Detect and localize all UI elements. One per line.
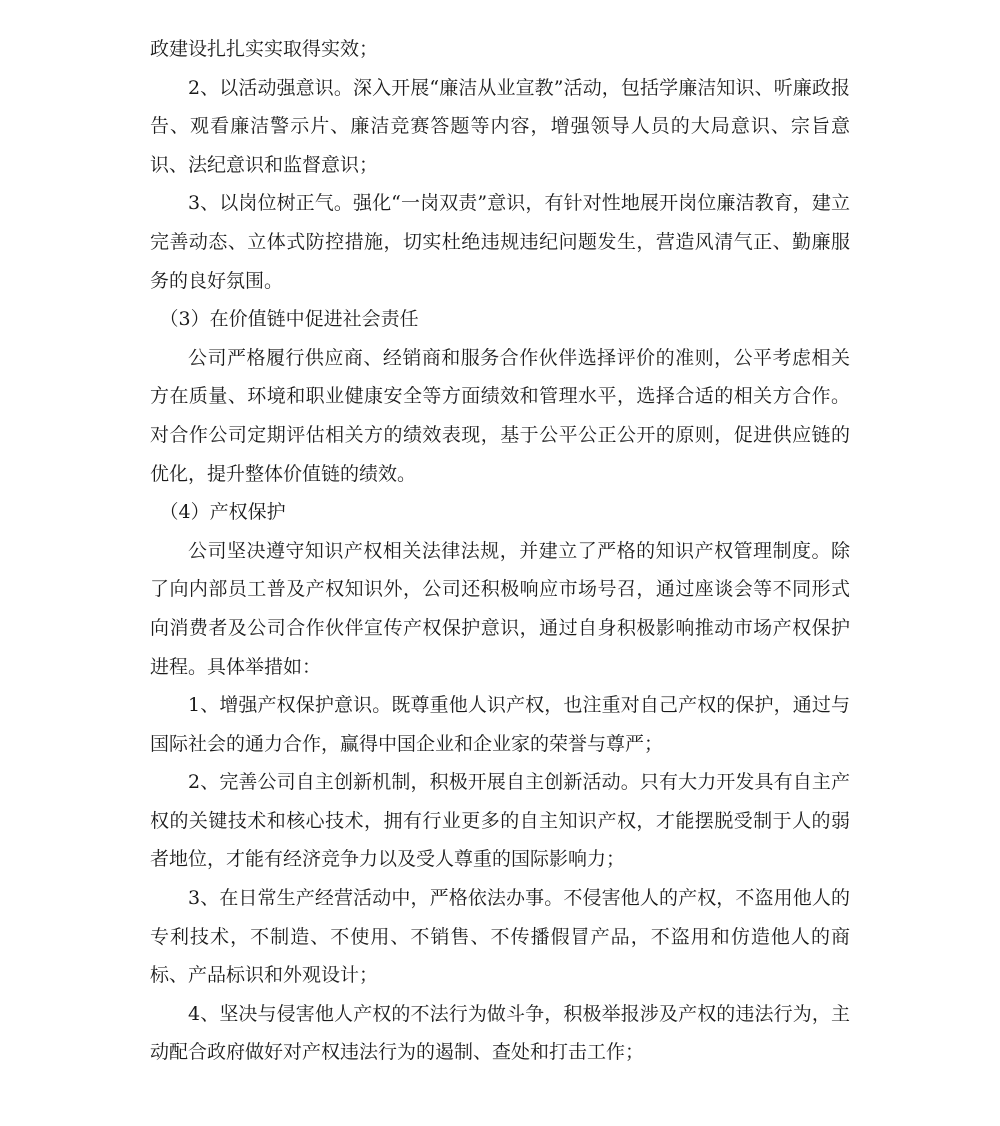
section-heading-property-rights: （4）产权保护 — [159, 501, 286, 524]
paragraph-property-rights-intro: 公司坚决遵守知识产权相关法律法规，并建立了严格的知识产权管理制度。除了向内部员工普及产权知识外，公司还积极响应市场号召，通过座谈会等不同形式向消费者及公司合作伙伴宣传产权保护意识，通过自身积极影响推动市场产权保护进程。具体举措如： — [150, 539, 850, 678]
paragraph-measure-2: 2、完善公司自主创新机制，积极开展自主创新活动。只有大力开发具有自主产权的关键技术和核心技术，拥有行业更多的自主知识产权，才能摆脱受制于人的弱者地位，才能有经济竞争力以及受人尊重的国际影响力； — [150, 771, 850, 871]
document-body — [150, 30, 850, 1072]
paragraph-item-3-post: 3、以岗位树正气。强化“一岗双责”意识，有针对性地展开岗位廉洁教育，建立完善动态、立体式防控措施，切实杜绝违规违纪问题发生，营造风清气正、勤廉服务的良好氛围。 — [150, 192, 850, 292]
paragraph-value-chain: 公司严格履行供应商、经销商和服务合作伙伴选择评价的准则，公平考虑相关方在质量、环境和职业健康安全等方面绩效和管理水平，选择合适的相关方合作。对合作公司定期评估相关方的绩效表现，基于公平公正公开的原则，促进供应链的优化，提升整体价值链的绩效。 — [150, 346, 850, 485]
paragraph-continuation: 政建设扎扎实实取得实效； — [150, 38, 379, 60]
section-heading-value-chain: （3）在价值链中促进社会责任 — [159, 308, 419, 331]
paragraph-item-2-awareness: 2、以活动强意识。深入开展“廉洁从业宣教”活动，包括学廉洁知识、听廉政报告、观看廉洁警示片、廉洁竞赛答题等内容，增强领导人员的大局意识、宗旨意识、法纪意识和监督意识； — [150, 76, 850, 176]
paragraph-measure-3: 3、在日常生产经营活动中，严格依法办事。不侵害他人的产权，不盗用他人的专利技术，不制造、不使用、不销售、不传播假冒产品，不盗用和仿造他人的商标、产品标识和外观设计； — [150, 887, 850, 987]
paragraph-measure-4: 4、坚决与侵害他人产权的不法行为做斗争，积极举报涉及产权的违法行为，主动配合政府做好对产权违法行为的遏制、查处和打击工作； — [150, 1002, 850, 1064]
paragraph-measure-1: 1、增强产权保护意识。既尊重他人识产权，也注重对自己产权的保护，通过与国际社会的通力合作，赢得中国企业和企业家的荣誉与尊严； — [150, 694, 850, 755]
